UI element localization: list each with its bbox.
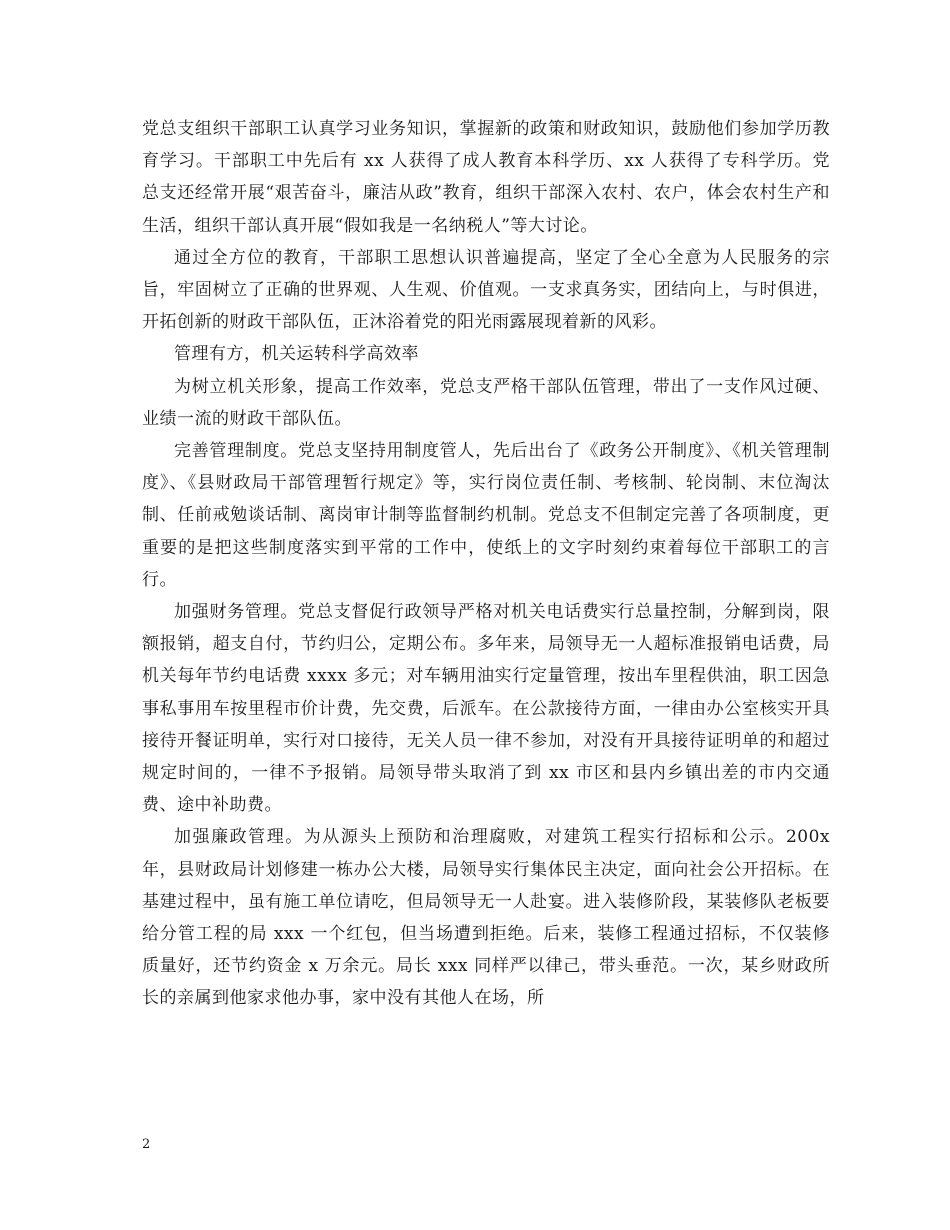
paragraph-3: 为树立机关形象，提高工作效率，党总支严格干部队伍管理，带出了一支作风过硬、业绩一流的财政干部队伍。 [142,376,830,429]
paragraph-5: 加强财务管理。党总支督促行政领导严格对机关电话费实行总量控制，分解到岗，限额报销，超支自付，节约归公，定期公布。多年来，局领导无一人超标准报销电话费，局机关每年节约电话费 xxxx 多元；对车辆用油实行定量管理，按出车里程供油，职工因急事私事用车按里程市价计费，先交费，后派车。在公款接待方面，一律由办公室核实开具接待开餐证明单，实行对口接待，无关人员一律不参加，对没有开具接待证明单的和超过规定时间的，一律不予报销。局领导带头取消了到 xx 市区和县内乡镇出差的市内交通费、途中补助费。 [142,602,830,816]
document-body [142,113,830,1015]
paragraph-4: 完善管理制度。党总支坚持用制度管人，先后出台了《政务公开制度》、《机关管理制度》、《县财政局干部管理暂行规定》等，实行岗位责任制、考核制、轮岗制、末位淘汰制、任前戒勉谈话制、离岗审计制等监督制约机制。党总支不但制定完善了各项制度，更重要的是把这些制度落实到平常的工作中，使纸上的文字时刻约束着每位干部职工的言行。 [142,441,830,590]
paragraph-2: 通过全方位的教育，干部职工思想认识普遍提高，坚定了全心全意为人民服务的宗旨，牢固树立了正确的世界观、人生观、价值观。一支求真务实，团结向上，与时俱进，开拓创新的财政干部队伍，正沐浴着党的阳光雨露展现着新的风彩。 [142,247,830,333]
paragraph-6: 加强廉政管理。为从源头上预防和治理腐败，对建筑工程实行招标和公示。200x 年，县财政局计划修建一栋办公大楼，局领导实行集体民主决定，面向社会公开招标。在基建过程中，虽有施工单位请吃，但局领导无一人赴宴。进入装修阶段，某装修队老板要给分管工程的局 xxx 一个红包，但当场遭到拒绝。后来，装修工程通过招标，不仅装修质量好，还节约资金 x 万余元。局长 xxx 同样严以律己，带头垂范。一次，某乡财政所长的亲属到他家求他办事，家中没有其他人在场，所 [142,827,830,1009]
page-number: 2 [142,1137,151,1152]
section-heading: 管理有方，机关运转科学高效率 [174,344,419,365]
paragraph-1: 党总支组织干部职工认真学习业务知识，掌握新的政策和财政知识，鼓励他们参加学历教育学习。干部职工中先后有 xx 人获得了成人教育本科学历、xx 人获得了专科学历。党总支还经常开展“艰苦奋斗，廉洁从政”教育，组织干部深入农村、农户，体会农村生产和生活，组织干部认真开展“假如我是一名纳税人”等大讨论。 [142,119,830,236]
